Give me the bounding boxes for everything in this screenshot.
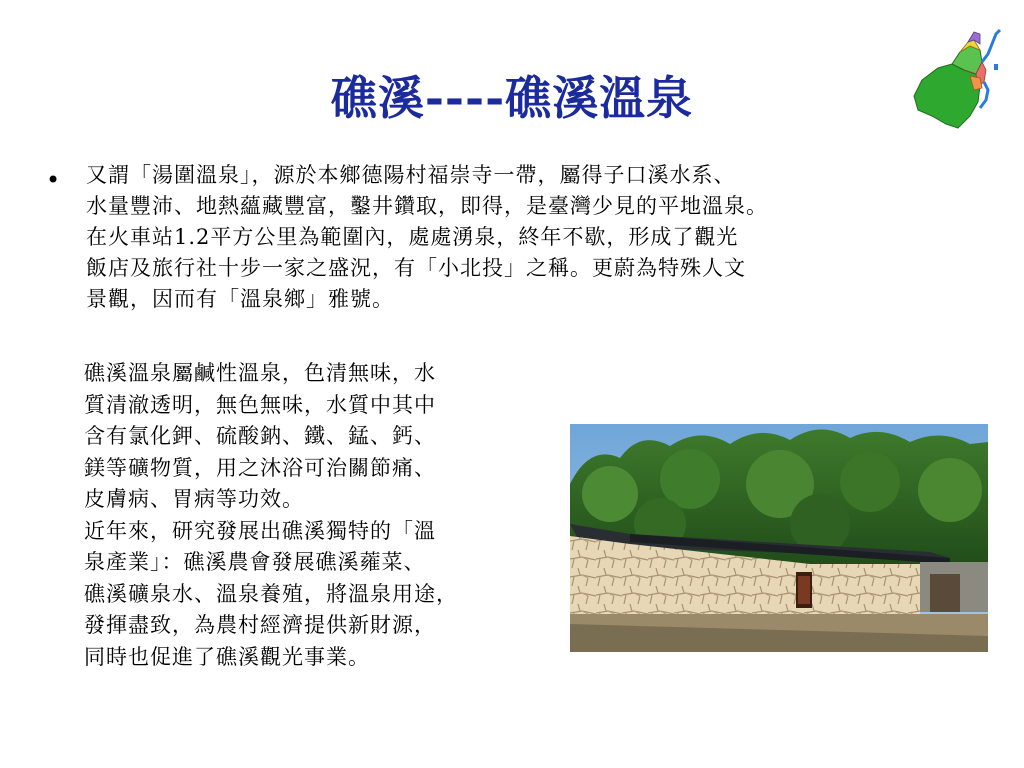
hot-spring-building-photo bbox=[570, 424, 988, 652]
text-line: 質清澈透明，無色無味，水質中其中 bbox=[84, 392, 436, 417]
detail-paragraph bbox=[84, 358, 564, 673]
bullet-marker: • bbox=[46, 166, 61, 194]
text-line: 礁溪礦泉水、溫泉養殖，將溫泉用途， bbox=[84, 581, 458, 606]
text-line: 水量豐沛、地熱蘊藏豐富，鑿井鑽取，即得，是臺灣少見的平地溫泉。 bbox=[86, 194, 768, 218]
slide-title: 礁溪----礁溪溫泉 bbox=[330, 71, 694, 125]
text-line: 飯店及旅行社十步一家之盛況，有「小北投」之稱。更蔚為特殊人文 bbox=[86, 256, 746, 280]
yilan-county-map-icon bbox=[908, 24, 1004, 132]
text-line: 又謂「湯圍溫泉」，源於本鄉德陽村福崇寺一帶，屬得子口溪水系、 bbox=[86, 163, 736, 187]
text-line: 同時也促進了礁溪觀光事業。 bbox=[84, 644, 370, 669]
text-line: 發揮盡致，為農村經濟提供新財源， bbox=[84, 613, 436, 637]
map-coast bbox=[982, 30, 1000, 62]
text-line: 皮膚病、胃病等功效。 bbox=[84, 487, 304, 511]
text-line: 景觀，因而有「溫泉鄉」雅號。 bbox=[86, 287, 394, 311]
text-line: 礁溪溫泉屬鹹性溫泉，色清無味，水 bbox=[84, 361, 436, 385]
map-region-main bbox=[914, 64, 980, 128]
text-line: 近年來，研究發展出礁溪獨特的「溫 bbox=[84, 518, 436, 543]
text-line: 含有氯化鉀、硫酸鈉、鐵、錳、鈣、 bbox=[84, 424, 436, 448]
text-line: 鎂等礦物質，用之沐浴可治關節痛、 bbox=[84, 455, 436, 480]
bullet-paragraph bbox=[86, 160, 966, 315]
text-line: 泉產業」：礁溪農會發展礁溪蕹菜、 bbox=[84, 550, 426, 574]
text-line: 在火車站1.2平方公里為範圍內，處處湧泉，終年不歇，形成了觀光 bbox=[86, 225, 739, 249]
map-island bbox=[994, 64, 998, 70]
